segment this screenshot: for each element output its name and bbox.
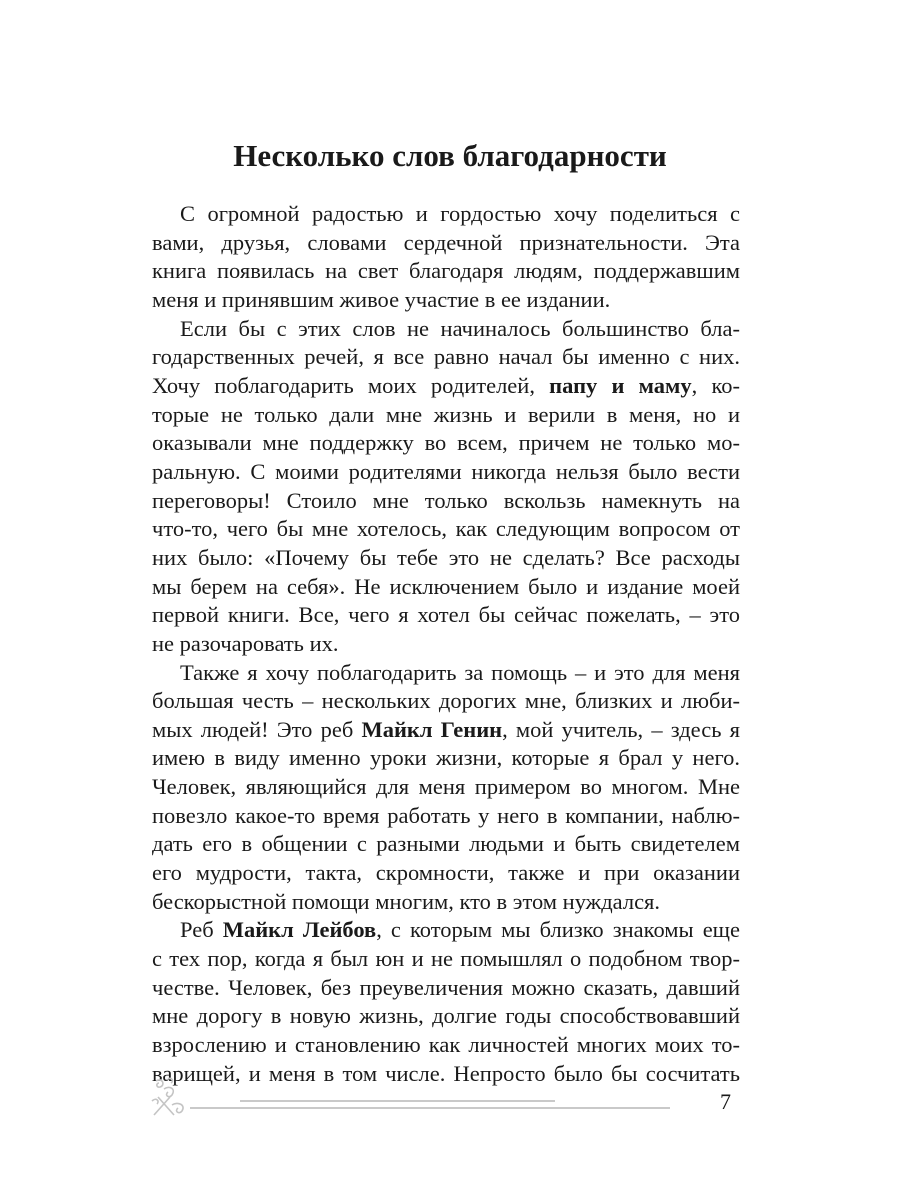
text-line <box>152 974 740 1003</box>
text-segment: С огромной радостью и гордостью хочу поделиться с <box>180 201 740 226</box>
text-line <box>152 888 740 917</box>
text-line <box>152 372 740 401</box>
text-line <box>152 744 740 773</box>
text-segment: что-то, чего бы мне хотелось, как следующим вопросом от <box>152 516 740 542</box>
text-segment: торые не только дали мне жизнь и верили в меня, но и <box>152 401 740 427</box>
bold-name: папу и маму <box>549 372 692 398</box>
text-line <box>152 716 740 745</box>
text-segment: , с которым мы близко знакомы еще <box>376 917 740 943</box>
text-segment: ральную. С моими родителями никогда нельзя было вести <box>152 458 740 484</box>
text-segment: вами, друзья, словами сердечной признательности. Эта <box>152 229 740 255</box>
text-line <box>152 401 740 430</box>
text-segment: Если бы с этих слов не начиналось большинство бла- <box>180 315 740 341</box>
text-segment: Также я хочу поблагодарить за помощь – и это для меня <box>180 659 740 685</box>
text-segment: книга появилась на свет благодаря людям, поддержавшим <box>152 258 740 284</box>
text-segment: варищей, и меня в том числе. Непросто было бы сосчитать <box>152 1060 740 1086</box>
text-segment: первой книги. Все, чего я хотел бы сейчас пожелать, – это <box>152 602 740 628</box>
text-segment: повезло какое-то время работать у него в компании, наблю- <box>152 802 740 828</box>
floral-ornament-icon <box>150 1075 190 1120</box>
text-segment: Человек, являющийся для меня примером во многом. Мне <box>152 774 740 800</box>
text-line <box>152 630 740 659</box>
text-line <box>152 257 740 286</box>
text-segment: мых людей! Это реб <box>152 716 362 742</box>
text-line <box>152 830 740 859</box>
text-segment: взрослению и становлению как личностей многих моих то- <box>152 1032 740 1058</box>
body-text <box>152 200 740 1088</box>
text-line <box>152 229 740 258</box>
text-line <box>152 286 740 315</box>
text-line <box>152 916 740 945</box>
text-line <box>152 687 740 716</box>
text-line <box>152 515 740 544</box>
text-segment: мне дорогу в новую жизнь, долгие годы способствовавший <box>152 1003 740 1029</box>
footer-rule-bottom <box>190 1107 670 1109</box>
text-segment: большая честь – нескольких дорогих мне, близких и люби- <box>152 688 740 714</box>
bold-name: Майкл Генин <box>361 716 503 742</box>
text-segment: имею в виду именно уроки жизни, которые я брал у него. <box>152 745 740 771</box>
text-segment: Реб <box>180 917 223 943</box>
text-line <box>152 573 740 602</box>
text-segment: , мой учитель, – здесь я <box>502 716 740 742</box>
text-segment: не разочаровать их. <box>152 630 339 656</box>
text-line <box>152 315 740 344</box>
text-line <box>152 544 740 573</box>
text-line <box>152 429 740 458</box>
text-segment: годарственных речей, я все равно начал бы именно с них. <box>152 344 740 370</box>
text-segment: его мудрости, такта, скромности, также и при оказании <box>152 860 740 886</box>
text-segment: меня и принявшим живое участие в ее издании. <box>152 286 611 312</box>
text-line <box>152 601 740 630</box>
text-segment: оказывали мне поддержку во всем, причем не только мо- <box>152 430 740 456</box>
text-line <box>152 659 740 688</box>
text-segment: переговоры! Стоило мне только вскользь намекнуть на <box>152 487 740 513</box>
text-line <box>152 200 740 229</box>
text-line <box>152 1002 740 1031</box>
text-segment: честве. Человек, без преувеличения можно сказать, давший <box>152 974 740 1000</box>
text-line <box>152 802 740 831</box>
page-footer <box>150 1075 760 1135</box>
text-line <box>152 773 740 802</box>
text-segment: бескорыстной помощи многим, кто в этом нуждался. <box>152 888 661 914</box>
text-line <box>152 487 740 516</box>
text-segment: мы берем на себя». Не исключением было и издание моей <box>152 573 740 599</box>
page-title: Несколько слов благодарности <box>233 138 667 173</box>
text-segment: с тех пор, когда я был юн и не помышлял о подобном твор- <box>152 946 740 972</box>
text-segment: Хочу поблагодарить моих родителей, <box>152 372 550 398</box>
text-line <box>152 458 740 487</box>
text-line <box>152 859 740 888</box>
page-number: 7 <box>720 1089 731 1114</box>
footer-rule-top <box>240 1100 555 1102</box>
text-line <box>152 945 740 974</box>
text-segment: них было: «Почему бы тебе это не сделать? Все расходы <box>152 544 740 570</box>
text-line <box>152 1031 740 1060</box>
text-line <box>152 343 740 372</box>
bold-name: Майкл Лейбов <box>222 917 377 943</box>
text-segment: дать его в общении с разными людьми и быть свидетелем <box>152 831 740 857</box>
text-segment: , ко- <box>691 372 740 398</box>
